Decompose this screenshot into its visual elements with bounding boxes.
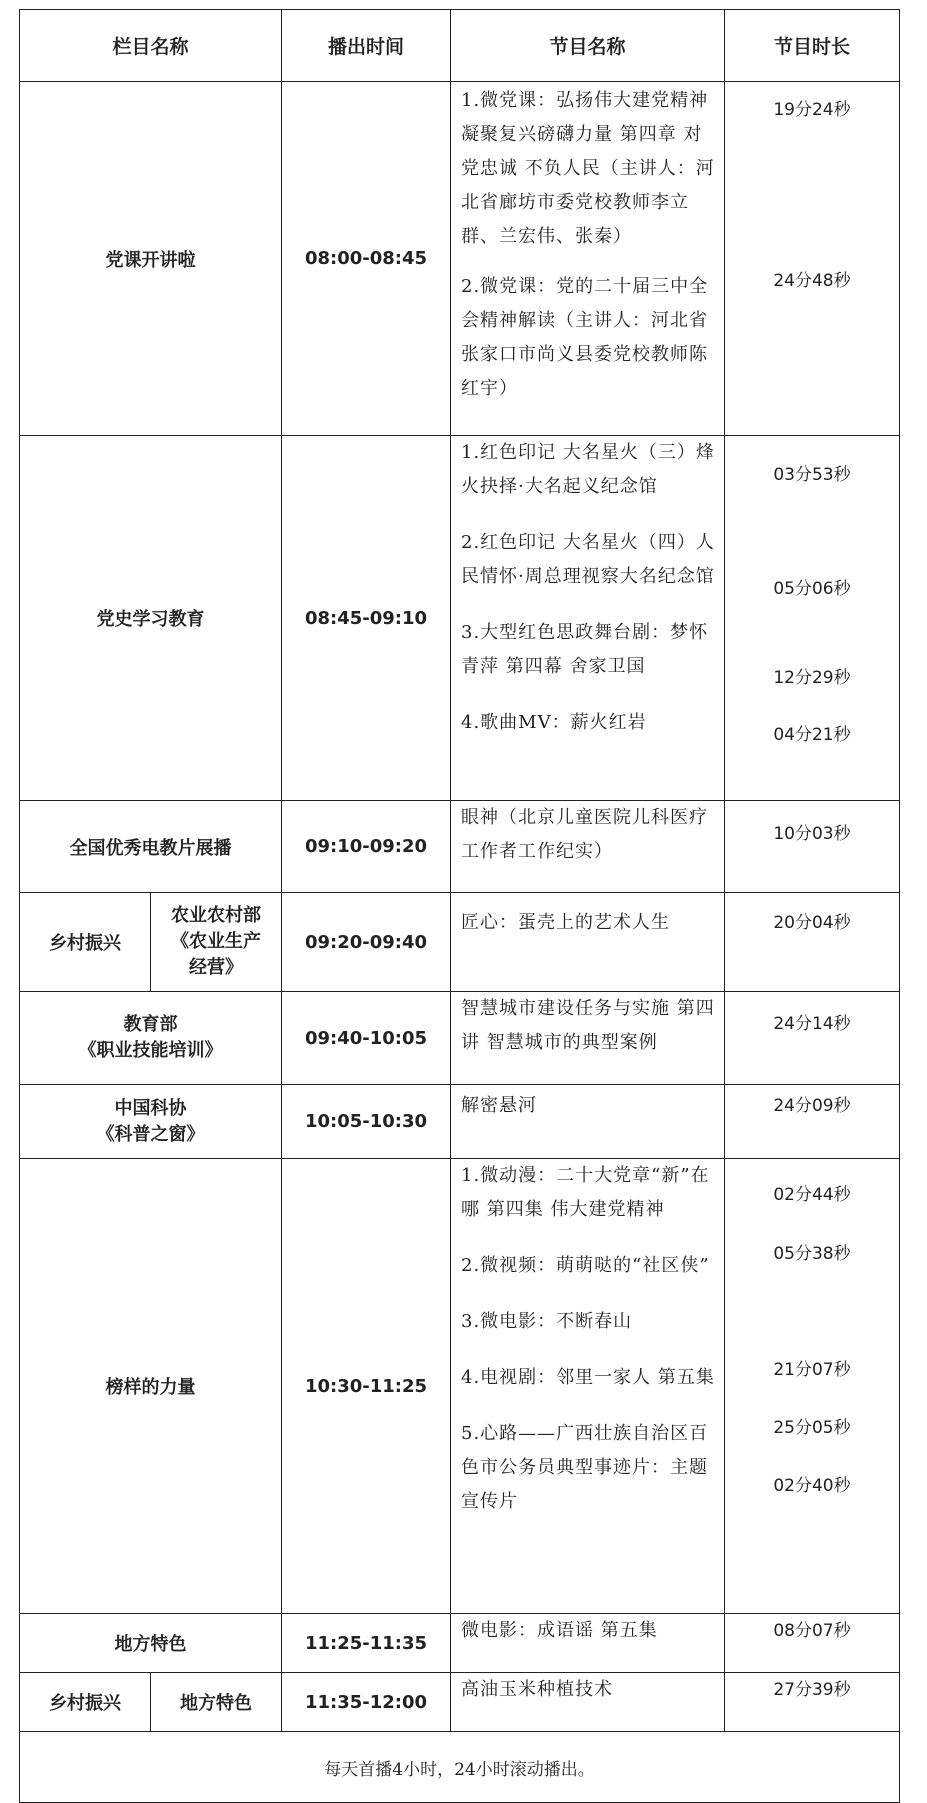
- duration-cell: [725, 436, 900, 801]
- program-cell: [451, 893, 725, 992]
- duration: 04分21秒: [773, 725, 851, 745]
- program-cell: [451, 1159, 725, 1614]
- table-row: [20, 1159, 900, 1614]
- duration: 24分48秒: [773, 271, 851, 291]
- duration-cell: [725, 893, 900, 992]
- air-time: 08:00-08:45: [282, 82, 451, 436]
- schedule-table: [19, 9, 900, 1803]
- duration: 05分06秒: [773, 579, 851, 599]
- program-item: 微电影：成语谣 第五集: [461, 1620, 658, 1641]
- column-name: 党史学习教育: [20, 436, 282, 801]
- program-item: 1.微动漫：二十大党章“新”在哪 第四集 伟大建党精神: [461, 1165, 710, 1220]
- duration: 02分40秒: [773, 1476, 851, 1496]
- duration-cell: [725, 1159, 900, 1614]
- duration: 05分38秒: [773, 1244, 851, 1264]
- duration: 12分29秒: [773, 668, 851, 688]
- sub-column-line: 农业农村部: [171, 905, 261, 926]
- duration: 20分04秒: [773, 913, 851, 933]
- program-item: 1.微党课：弘扬伟大建党精神 凝聚复兴磅礴力量 第四章 对党忠诚 不负人民（主讲人：河北省廊坊市委党校教师李立群、兰宏伟、张秦）: [461, 90, 715, 247]
- air-time: 11:25-11:35: [282, 1614, 451, 1673]
- duration: 08分07秒: [773, 1621, 851, 1641]
- duration: 21分07秒: [773, 1360, 851, 1380]
- program-item: 4.歌曲MV：薪火红岩: [461, 712, 647, 733]
- duration: 02分44秒: [773, 1185, 851, 1205]
- duration: 24分09秒: [773, 1096, 851, 1116]
- program-cell: [451, 82, 725, 436]
- program-item: 2.微党课：党的二十届三中全会精神解读（主讲人：河北省张家口市尚义县委党校教师陈红宇）: [461, 276, 709, 399]
- program-item: 1.红色印记 大名星火（三）烽火抉择·大名起义纪念馆: [461, 442, 715, 497]
- duration: 25分05秒: [773, 1418, 851, 1438]
- header-duration: 节目时长: [725, 10, 900, 82]
- air-time: 10:30-11:25: [282, 1159, 451, 1614]
- column-name: 榜样的力量: [20, 1159, 282, 1614]
- program-cell: [451, 1614, 725, 1673]
- duration-cell: [725, 801, 900, 893]
- duration: 10分03秒: [773, 824, 851, 844]
- column-name: 全国优秀电教片展播: [20, 801, 282, 893]
- air-time: 10:05-10:30: [282, 1085, 451, 1159]
- table-row: [20, 801, 900, 893]
- table-row: [20, 1085, 900, 1159]
- duration: 24分14秒: [773, 1014, 851, 1034]
- air-time: 08:45-09:10: [282, 436, 451, 801]
- table-row: [20, 436, 900, 801]
- air-time: 09:40-10:05: [282, 992, 451, 1085]
- duration-cell: [725, 1085, 900, 1159]
- header-program-name: 节目名称: [451, 10, 725, 82]
- program-item: 2.微视频：萌萌哒的“社区侠”: [461, 1255, 710, 1276]
- program-cell: [451, 992, 725, 1085]
- table-row: [20, 893, 900, 992]
- sub-column-line: 经营》: [189, 957, 243, 978]
- duration-cell: [725, 992, 900, 1085]
- program-item: 3.大型红色思政舞台剧：梦怀青萍 第四幕 舍家卫国: [461, 622, 709, 677]
- program-cell: [451, 801, 725, 893]
- column-name-line: 《职业技能培训》: [78, 1040, 223, 1061]
- duration: 03分53秒: [773, 465, 851, 485]
- footer-row: [20, 1732, 900, 1803]
- duration: 27分39秒: [773, 1680, 851, 1700]
- air-time: 09:20-09:40: [282, 893, 451, 992]
- column-name: 乡村振兴: [20, 893, 151, 992]
- duration-cell: [725, 1614, 900, 1673]
- header-row: [20, 10, 900, 82]
- header-column-name: 栏目名称: [20, 10, 282, 82]
- program-item: 匠心：蛋壳上的艺术人生: [461, 912, 670, 933]
- air-time: 11:35-12:00: [282, 1673, 451, 1732]
- program-item: 3.微电影：不断春山: [461, 1311, 633, 1332]
- program-cell: [451, 436, 725, 801]
- table-row: [20, 1614, 900, 1673]
- program-item: 4.电视剧：邻里一家人 第五集: [461, 1367, 715, 1388]
- column-name: [20, 1085, 282, 1159]
- sub-column-name: 地方特色: [151, 1673, 282, 1732]
- footer-note: 每天首播4小时，24小时滚动播出。: [20, 1732, 900, 1803]
- program-item: 智慧城市建设任务与实施 第四讲 智慧城市的典型案例: [461, 998, 715, 1053]
- program-item: 2.红色印记 大名星火（四）人民情怀·周总理视察大名纪念馆: [461, 532, 715, 587]
- program-item: 解密悬河: [461, 1095, 537, 1116]
- column-name: 地方特色: [20, 1614, 282, 1673]
- column-name: 乡村振兴: [20, 1673, 151, 1732]
- column-name: 党课开讲啦: [20, 82, 282, 436]
- column-name-line: 教育部: [123, 1014, 178, 1035]
- air-time: 09:10-09:20: [282, 801, 451, 893]
- duration: 19分24秒: [773, 100, 851, 120]
- program-cell: [451, 1673, 725, 1732]
- duration-cell: [725, 1673, 900, 1732]
- program-cell: [451, 1085, 725, 1159]
- sub-column-name: [151, 893, 282, 992]
- sub-column-line: 《农业生产: [171, 931, 261, 952]
- program-item: 眼神（北京儿童医院儿科医疗工作者工作纪实）: [461, 807, 708, 862]
- table-row: [20, 82, 900, 436]
- table-row: [20, 1673, 900, 1732]
- duration-cell: [725, 82, 900, 436]
- column-name-line: 中国科协: [114, 1097, 187, 1119]
- header-air-time: 播出时间: [282, 10, 451, 82]
- column-name: [20, 992, 282, 1085]
- program-item: 高油玉米种植技术: [461, 1679, 613, 1700]
- table-row: [20, 992, 900, 1085]
- column-name-line: 《科普之窗》: [96, 1123, 205, 1145]
- program-item: 5.心路——广西壮族自治区百色市公务员典型事迹片：主题宣传片: [461, 1423, 709, 1512]
